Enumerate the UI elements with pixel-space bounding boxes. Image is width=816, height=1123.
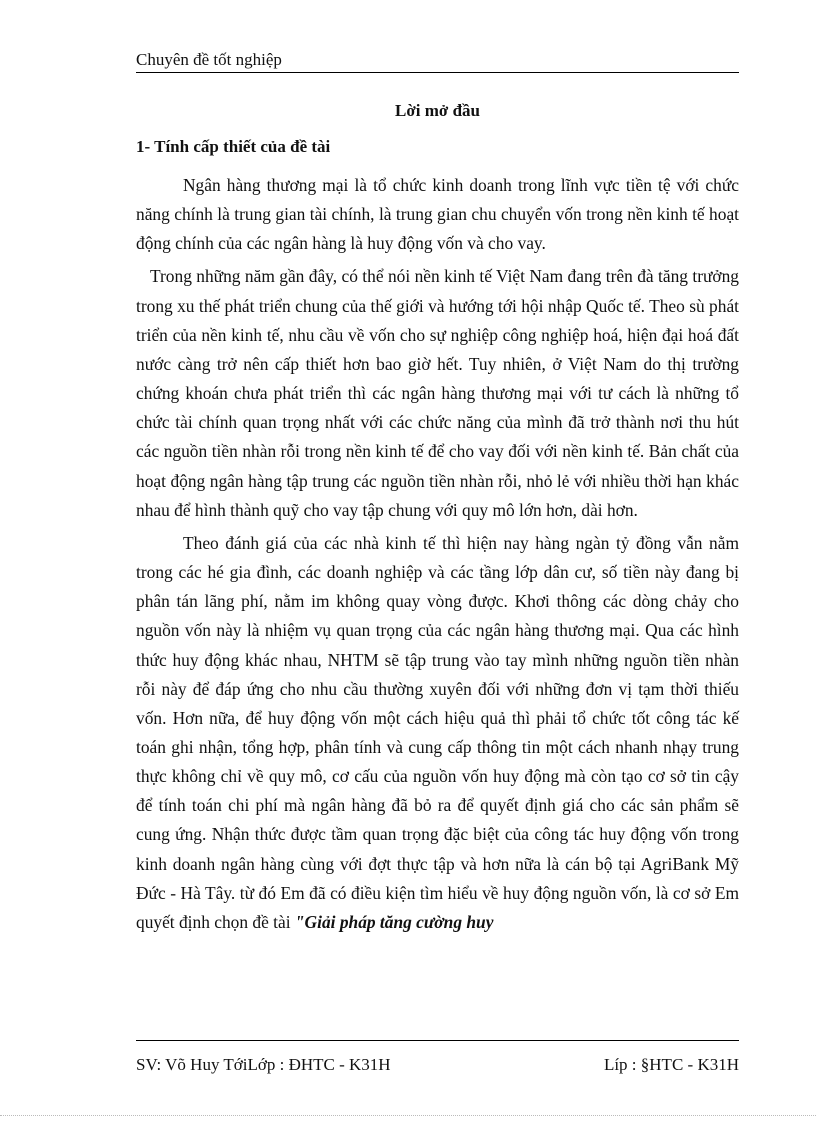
body-text bbox=[136, 171, 739, 937]
paragraph-3-text: Theo đánh giá của các nhà kinh tế thì hiện nay hàng ngàn tỷ đồng vẫn nằm trong các hé gia đình, các doanh nghiệp và các tầng lớp dân cư, số tiền này đang bị phân tán lãng phí, nằm im không quay vòng được. Khơi thông các dòng chảy cho nguồn vốn này là nhiệm vụ quan trọng của các ngân hàng thương mại. Qua các hình thức huy động khác nhau, NHTM sẽ tập trung vào tay mình những nguồn tiền nhàn rỗi này để đáp ứng cho nhu cầu thường xuyên đối với những đơn vị tạm thời thiếu vốn. Hơn nữa, để huy động vốn một cách hiệu quả thì phải tổ chức tốt công tác kế toán ghi nhận, tổng hợp, phân tính và cung cấp thông tin một cách nhanh nhạy trung thực không chỉ về quy mô, cơ cấu của nguồn vốn huy động mà còn tạo cơ sở tin cậy để tính toán chi phí mà ngân hàng đã bỏ ra để quyết định giá cho các sản phẩm sẽ cung ứng. Nhận thức được tầm quan trọng đặc biệt của công tác huy động vốn trong kinh doanh ngân hàng cùng với đợt thực tập và hơn nữa là cán bộ tại AgriBank Mỹ Đức - Hà Tây. từ đó Em đã có điều kiện tìm hiểu về huy động nguồn vốn, là cơ sở Em quyết định chọn đề tài bbox=[136, 532, 739, 932]
page-title: Lời mở đầu bbox=[395, 101, 480, 120]
topic-title-emphasis: "Giải pháp tăng cường huy bbox=[294, 911, 494, 932]
paragraph-3 bbox=[136, 529, 739, 937]
page-header bbox=[136, 50, 739, 73]
page-edge-divider bbox=[0, 1115, 816, 1116]
paragraph-1: Ngân hàng thương mại là tổ chức kinh doanh trong lĩnh vực tiền tệ với chức năng chính là trung gian tài chính, là trung gian chu chuyển vốn trong nền kinh tế hoạt động chính của các ngân hàng là huy động vốn và cho vay. bbox=[136, 175, 739, 254]
header-text: Chuyên đề tốt nghiệp bbox=[136, 50, 282, 69]
paragraph-2: Trong những năm gần đây, có thể nói nền kinh tế Việt Nam đang trên đà tăng trưởng trong xu thế phát triển chung của thế giới và hướng tới hội nhập Quốc tế. Theo sù phát triển của nền kinh tế, nhu cầu về vốn cho sự nghiệp công nghiệp hoá, hiện đại hoá đất nước càng trở nên cấp thiết hơn bao giờ hết. Tuy nhiên, ở Việt Nam do thị trường chứng khoán chưa phát triển thì các ngân hàng thương mại với tư cách là những tổ chức tài chính quan trọng nhất với các chức năng của mình đã trở thành nơi thu hút các nguồn tiền nhàn rỗi trong nền kinh tế để cho vay đối với nền kinh tế. Bản chất của hoạt động ngân hàng tập trung các nguồn tiền nhàn rỗi, nhỏ lẻ với nhiều thời hạn khác nhau để hình thành quỹ cho vay tập chung với quy mô lớn hơn, dài hơn. bbox=[136, 266, 739, 520]
footer-class-info: Líp : §HTC - K31H bbox=[603, 1055, 739, 1074]
footer-student-info: SV: Võ Huy TớiLớp : ĐHTC - K31H bbox=[136, 1055, 391, 1074]
page-footer bbox=[136, 1055, 739, 1075]
section-heading: 1- Tính cấp thiết của đề tài bbox=[136, 137, 331, 156]
footer-divider bbox=[136, 1040, 739, 1041]
